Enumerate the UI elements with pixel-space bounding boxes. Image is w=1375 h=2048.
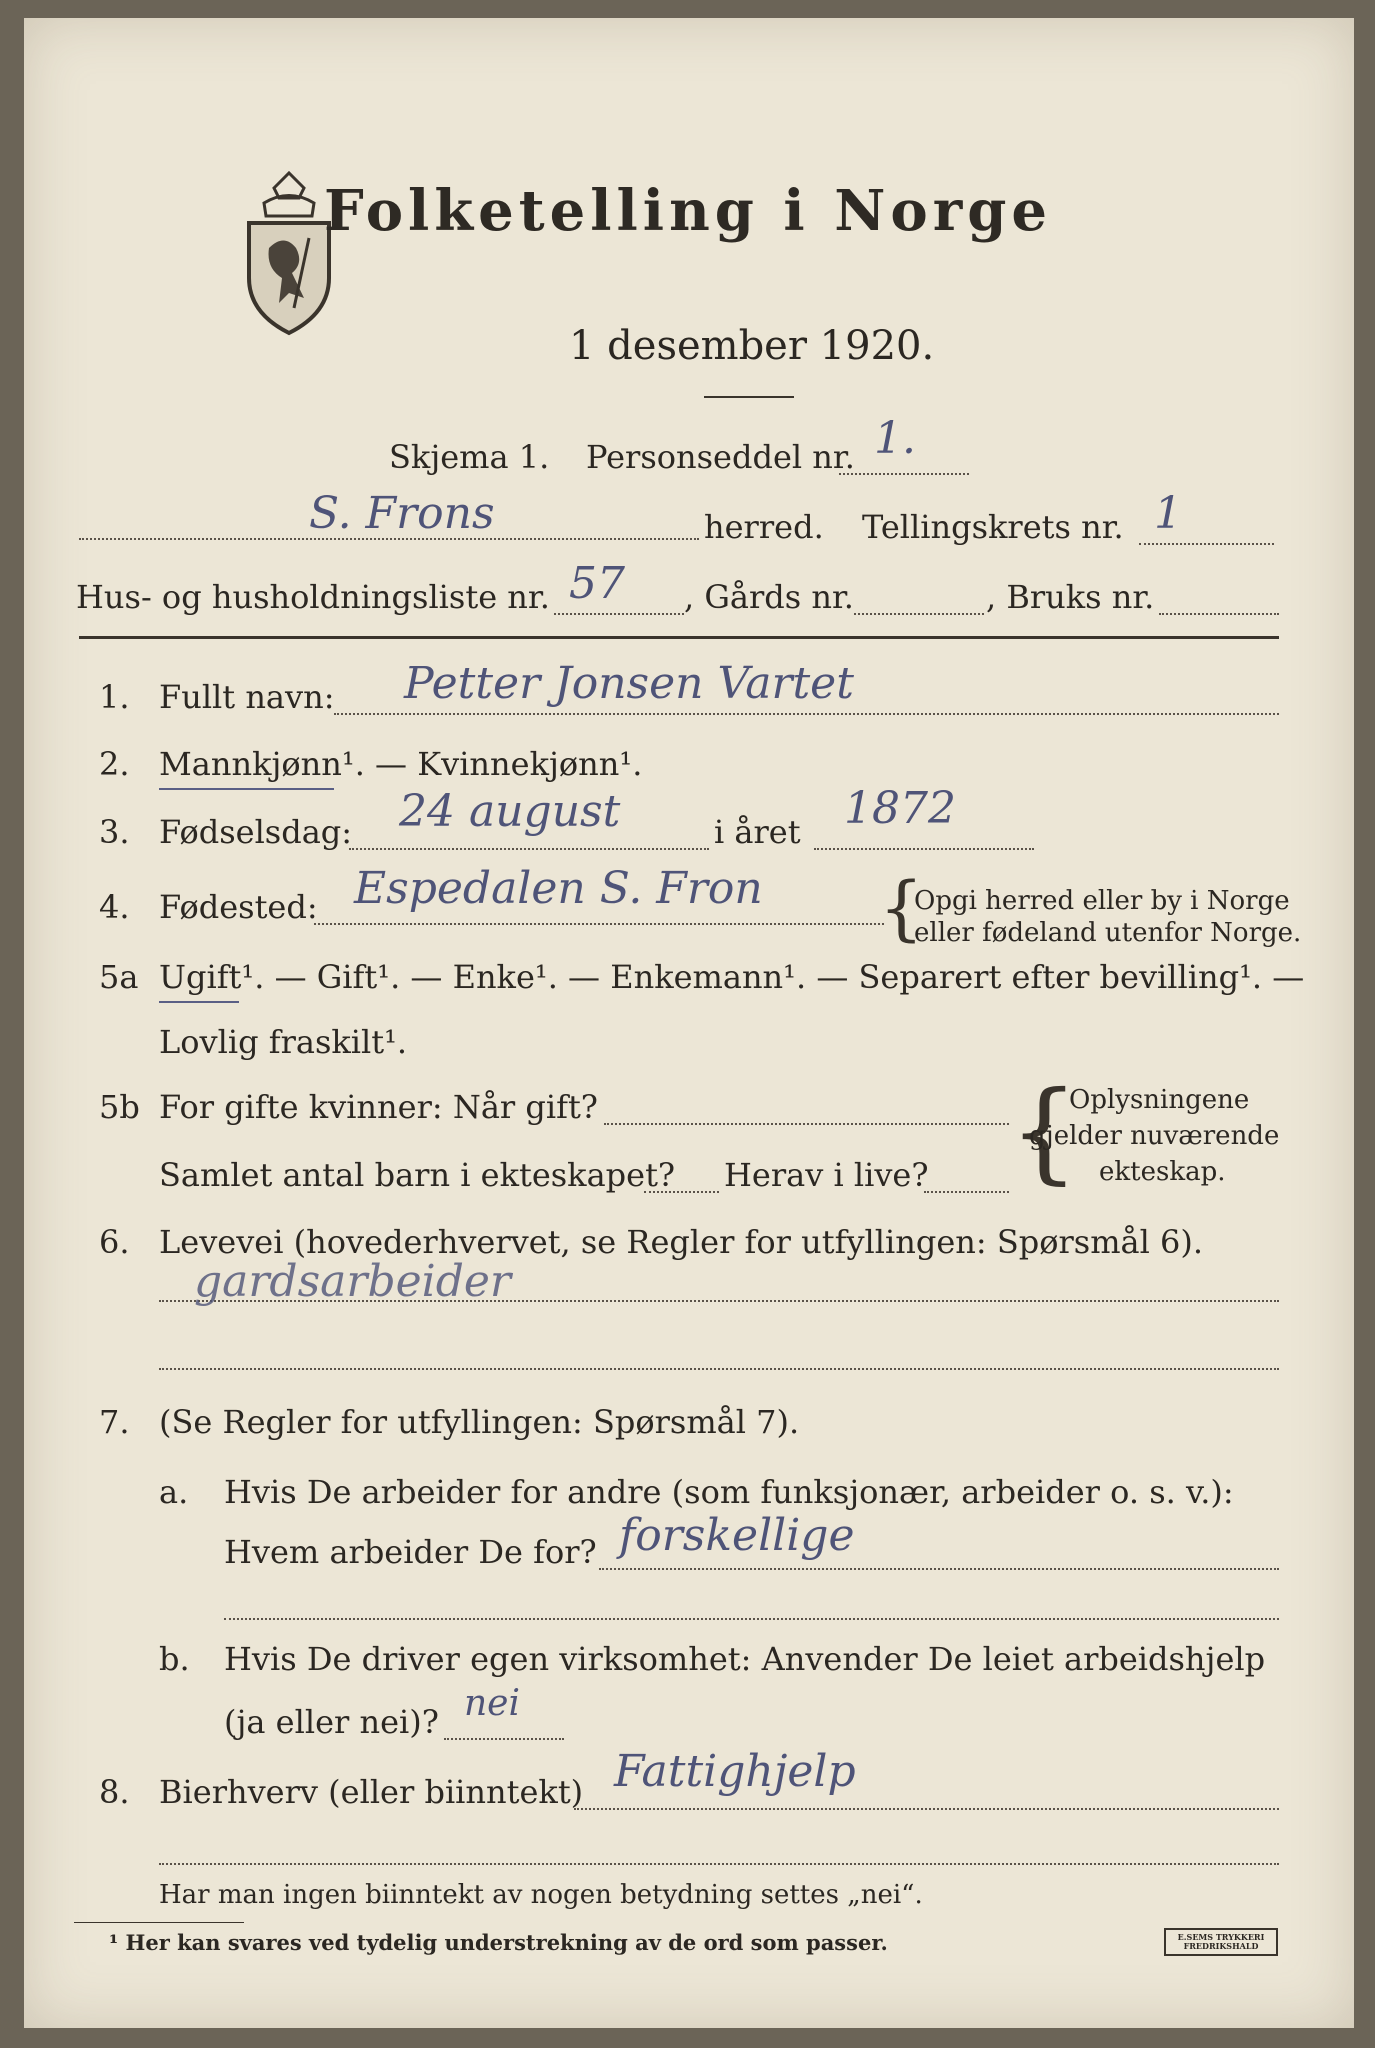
q5a-line2: Lovlig fraskilt¹. xyxy=(159,1023,408,1061)
q3-label: Fødselsdag: xyxy=(159,813,353,851)
footnote-divider xyxy=(74,1922,244,1923)
q3-number: 3. xyxy=(99,813,130,851)
tellingskrets-line xyxy=(1139,543,1274,545)
hus-line xyxy=(554,613,684,615)
q2-number: 2. xyxy=(99,745,130,783)
q5b-married-line xyxy=(604,1123,1009,1125)
q7a-value[interactable]: forskellige xyxy=(619,1510,855,1561)
q5a-line1: Ugift¹. — Gift¹. — Enke¹. — Enkemann¹. — Separert efter bevilling¹. — xyxy=(159,958,1305,996)
q5b-brace: { xyxy=(1009,1067,1079,1195)
q7a-line xyxy=(599,1568,1279,1570)
q2-label: Mannkjønn¹. — Kvinnekjønn¹. xyxy=(159,745,643,783)
q6-value[interactable]: gardsarbeider xyxy=(194,1256,511,1307)
schema-label: Skjema 1. xyxy=(389,438,550,476)
bruks-label: , Bruks nr. xyxy=(986,578,1155,616)
gards-label: , Gårds nr. xyxy=(684,578,854,616)
q7b-line1: Hvis De driver egen virksomhet: Anvender De leiet arbeidshjelp xyxy=(224,1640,1266,1678)
q7a-line-2 xyxy=(224,1618,1279,1620)
q5b-note-1: Oplysningene xyxy=(1069,1085,1250,1115)
q7-label: (Se Regler for utfyllingen: Spørsmål 7). xyxy=(159,1403,800,1441)
footnote: ¹ Her kan svares ved tydelig understrekning av de ord som passer. xyxy=(109,1930,888,1955)
q7-number: 7. xyxy=(99,1403,130,1441)
q8-value[interactable]: Fattighjelp xyxy=(614,1746,856,1797)
q8-line-2 xyxy=(159,1863,1279,1865)
q1-label: Fullt navn: xyxy=(159,678,335,716)
census-date: 1 desember 1920. xyxy=(569,323,935,369)
q6-label: Levevei (hovederhvervet, se Regler for utfyllingen: Spørsmål 6). xyxy=(159,1223,1204,1261)
q5b-note-2: gjelder nuværende xyxy=(1029,1121,1280,1151)
tellingskrets-value[interactable]: 1 xyxy=(1154,488,1182,539)
form-title: Folketelling i Norge xyxy=(324,178,1053,244)
q4-line xyxy=(314,923,884,925)
herred-label: herred. xyxy=(704,508,824,546)
q4-brace: { xyxy=(879,867,924,949)
hus-label: Hus- og husholdningsliste nr. xyxy=(76,578,550,616)
q5a-underline-ugift xyxy=(159,1001,239,1003)
q3-value[interactable]: 24 august xyxy=(399,786,621,837)
q8-note: Har man ingen biinntekt av nogen betydning settes „nei“. xyxy=(159,1880,923,1910)
header-divider xyxy=(79,636,1279,639)
gards-line xyxy=(854,613,984,615)
q3-year-line xyxy=(814,848,1034,850)
q5b-line1: For gifte kvinner: Når gift? xyxy=(159,1088,598,1126)
hus-value[interactable]: 57 xyxy=(569,558,625,609)
q1-number: 1. xyxy=(99,678,130,716)
q7b-line2: (ja eller nei)? xyxy=(224,1703,439,1741)
q8-label: Bierhverv (eller biinntekt) xyxy=(159,1773,584,1811)
q6-number: 6. xyxy=(99,1223,130,1261)
personseddel-line xyxy=(839,473,969,475)
q7b-value[interactable]: nei xyxy=(464,1683,521,1724)
q4-number: 4. xyxy=(99,888,130,926)
q5b-number: 5b xyxy=(99,1088,140,1126)
q5a-number: 5a xyxy=(99,958,139,996)
q7a-line2: Hvem arbeider De for? xyxy=(224,1533,597,1571)
census-form-page xyxy=(24,18,1354,2028)
q4-label: Fødested: xyxy=(159,888,318,926)
tellingskrets-label: Tellingskrets nr. xyxy=(862,508,1124,546)
title-divider xyxy=(704,396,794,398)
herred-value[interactable]: S. Frons xyxy=(309,488,495,539)
q4-note-1: Opgi herred eller by i Norge xyxy=(914,886,1290,916)
q4-value[interactable]: Espedalen S. Fron xyxy=(354,863,763,914)
q5b-alive-line xyxy=(924,1191,1009,1193)
q3-year-value[interactable]: 1872 xyxy=(844,783,956,834)
personseddel-value[interactable]: 1. xyxy=(874,413,916,464)
q3-line xyxy=(349,848,709,850)
q7b-line xyxy=(444,1738,564,1740)
q8-number: 8. xyxy=(99,1773,130,1811)
q1-value[interactable]: Petter Jonsen Vartet xyxy=(404,658,854,709)
q7b-number: b. xyxy=(159,1640,190,1678)
q5b-children-line xyxy=(644,1191,719,1193)
personseddel-label: Personseddel nr. xyxy=(586,438,855,476)
q7a-line1: Hvis De arbeider for andre (som funksjonær, arbeider o. s. v.): xyxy=(224,1473,1234,1511)
q8-line xyxy=(574,1808,1279,1810)
q4-note-2: eller fødeland utenfor Norge. xyxy=(914,918,1302,948)
q1-line xyxy=(334,713,1279,715)
q5b-line2b: Herav i live? xyxy=(724,1156,929,1194)
bruks-line xyxy=(1159,613,1279,615)
q2-underline-mann xyxy=(159,788,334,790)
q7a-number: a. xyxy=(159,1473,189,1511)
printer-stamp: E.SEMS TRYKKERI FREDRIKSHALD xyxy=(1164,1928,1278,1956)
q5b-note-3: ekteskap. xyxy=(1099,1157,1226,1187)
q5b-line2: Samlet antal barn i ekteskapet? xyxy=(159,1156,676,1194)
q3-year-label: i året xyxy=(714,813,801,851)
q6-line-2 xyxy=(159,1368,1279,1370)
